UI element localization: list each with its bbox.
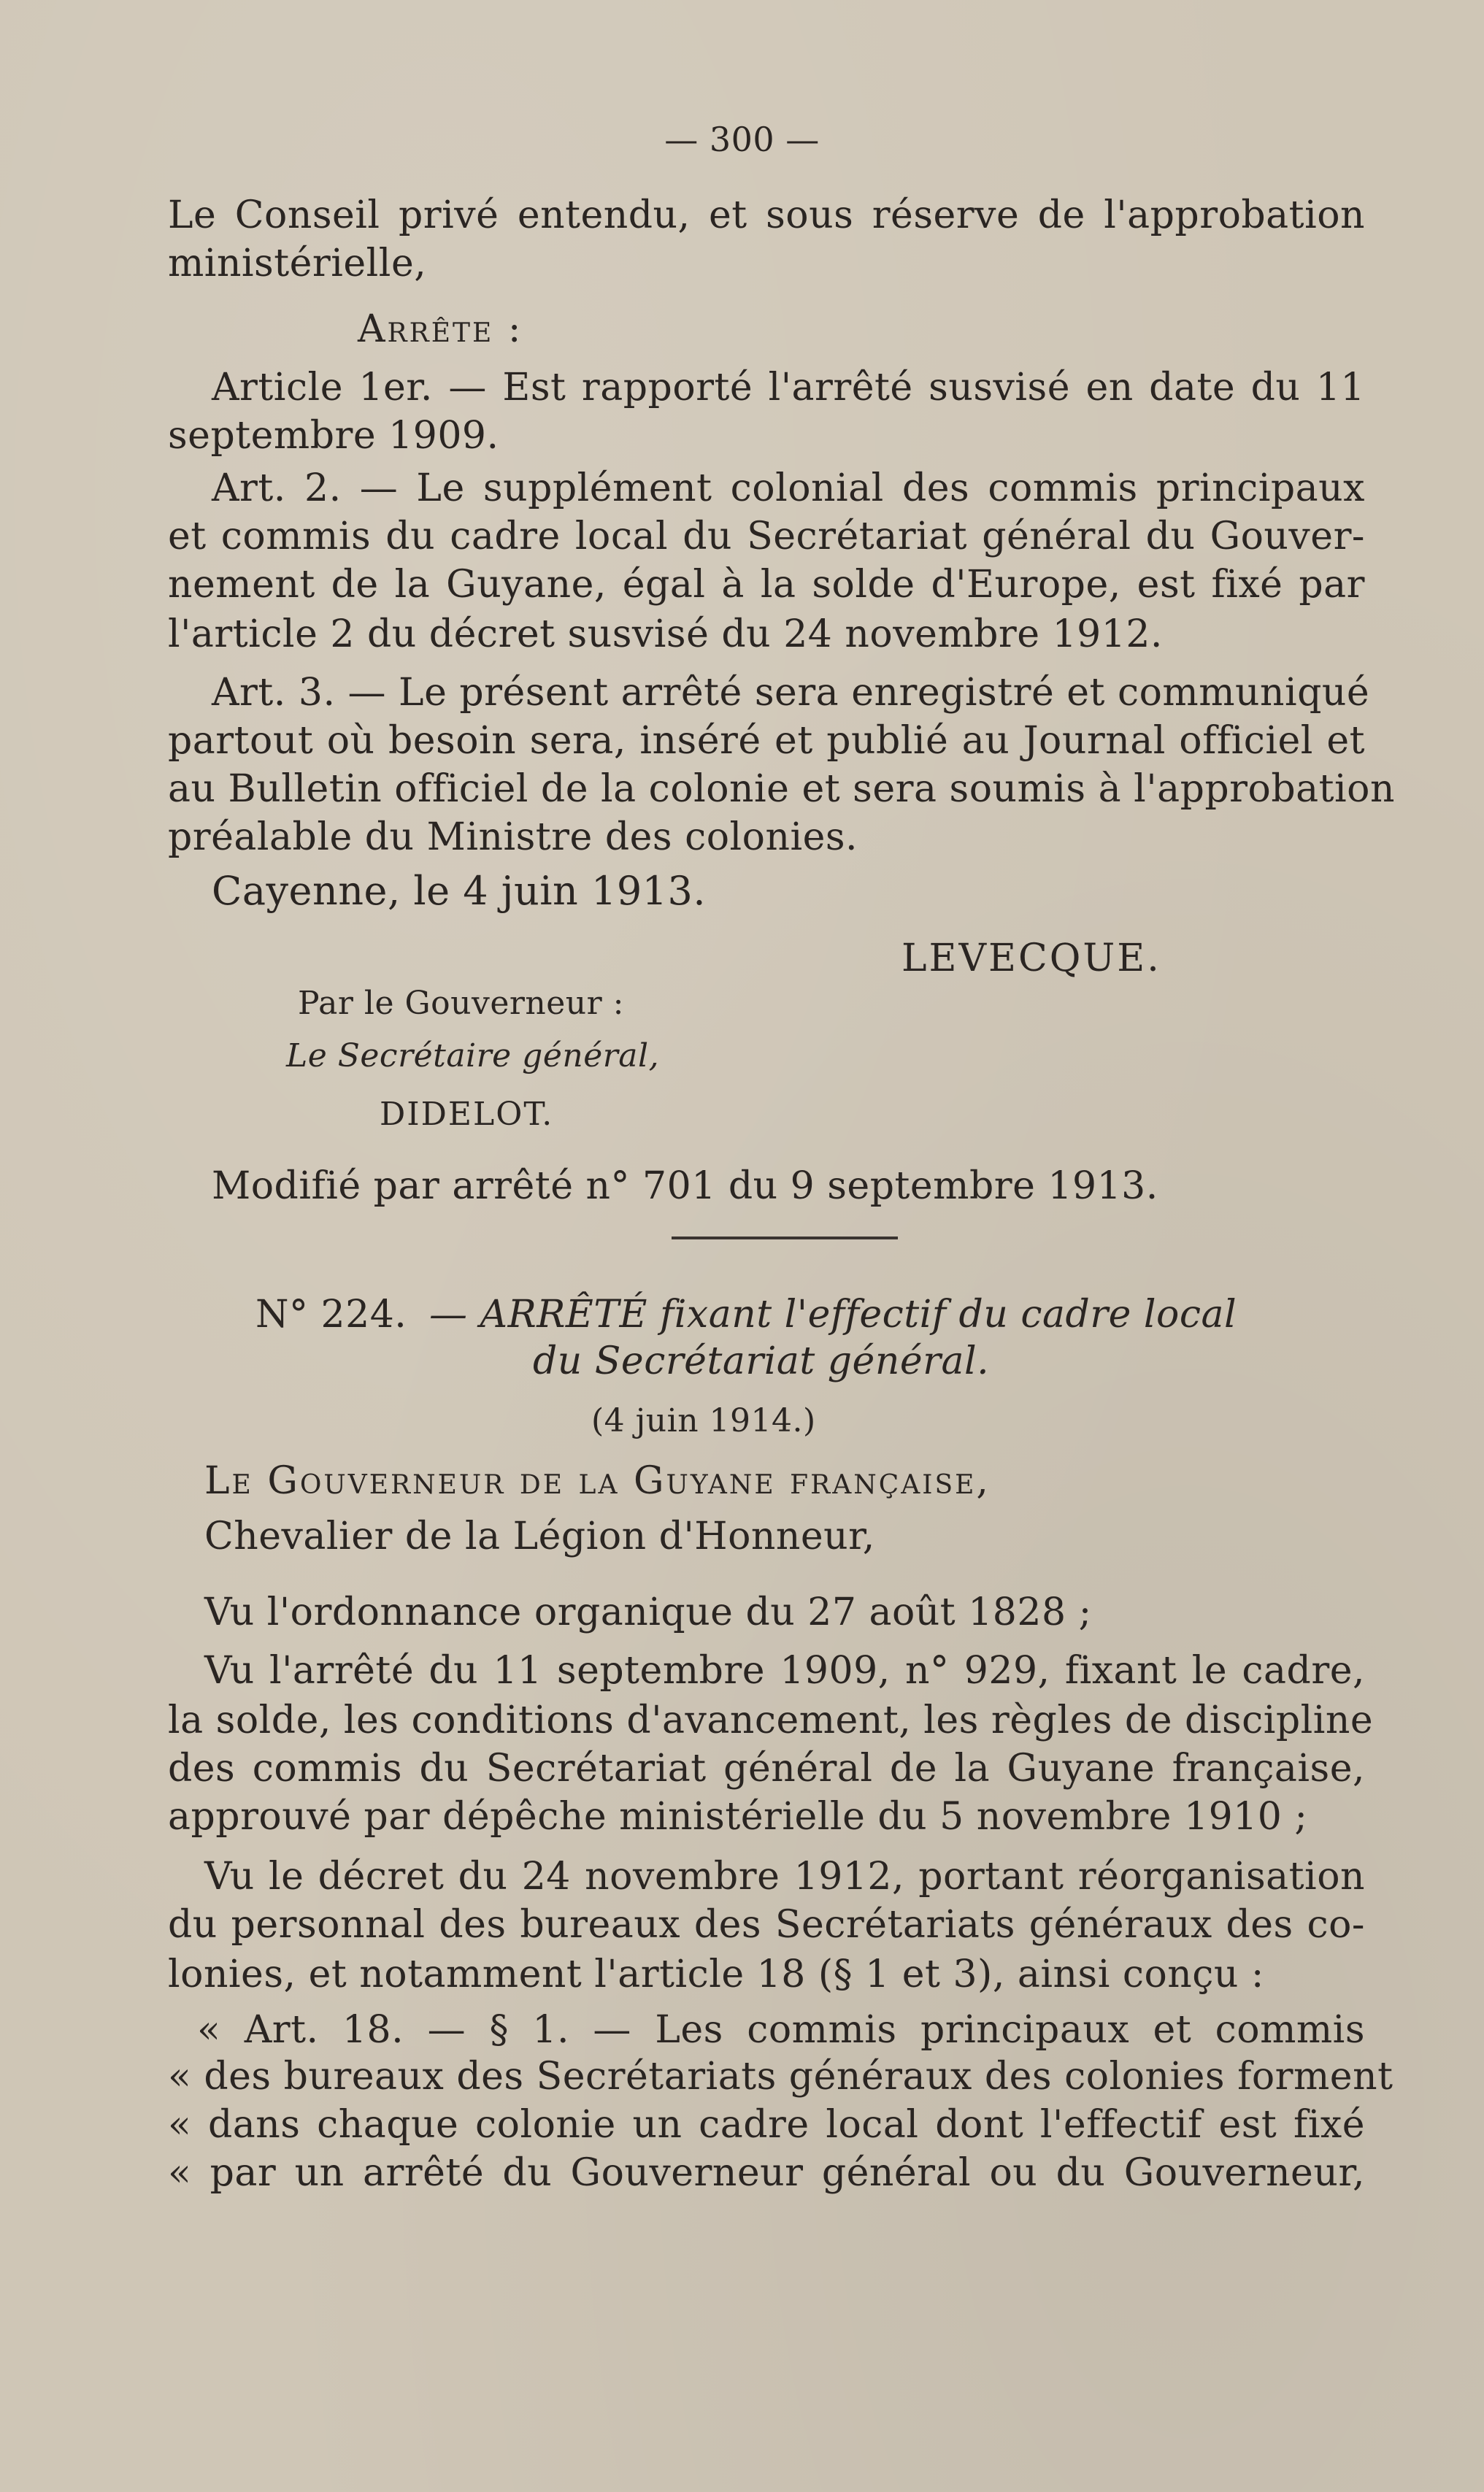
decree-date: (4 juin 1914.) bbox=[591, 1402, 816, 1439]
text-line: Art. 3. — Le présent arrêté sera enregistré et communiqué bbox=[212, 671, 1370, 715]
text-line: Article 1er. — Est rapporté l'arrêté susvisé en date du 11 bbox=[212, 366, 1365, 409]
signature-governor: LEVECQUE. bbox=[901, 937, 1161, 980]
quoted-line: « dans chaque colonie un cadre local dont l'effectif est fixé bbox=[168, 2103, 1365, 2147]
section-divider bbox=[672, 1237, 898, 1239]
text-line: approuvé par dépêche ministérielle du 5 novembre 1910 ; bbox=[168, 1795, 1308, 1839]
text-line: et commis du cadre local du Secrétariat général du Gouver- bbox=[168, 515, 1365, 558]
signature-title: Le Secrétaire général, bbox=[286, 1037, 660, 1074]
text-line: lonies, et notamment l'article 18 (§ 1 et 3), ainsi conçu : bbox=[168, 1953, 1264, 1996]
text-line: Vu l'ordonnance organique du 27 août 1828 ; bbox=[204, 1591, 1092, 1634]
text-line: partout où besoin sera, inséré et publié au Journal officiel et bbox=[168, 719, 1365, 763]
text-line: Vu l'arrêté du 11 septembre 1909, n° 929, fixant le cadre, bbox=[204, 1649, 1365, 1693]
governor-honor: Chevalier de la Légion d'Honneur, bbox=[204, 1515, 875, 1558]
signature-secretary: DIDELOT. bbox=[380, 1096, 554, 1133]
page-number: — 300 — bbox=[664, 120, 820, 159]
text-line: la solde, les conditions d'avancement, les règles de discipline bbox=[168, 1699, 1374, 1742]
decree-number: N° 224. bbox=[255, 1293, 407, 1337]
decree-title-continued: du Secrétariat général. bbox=[533, 1339, 990, 1383]
modification-note: Modifié par arrêté n° 701 du 9 septembre 1913. bbox=[212, 1164, 1158, 1208]
text-line: Art. 2. — Le supplément colonial des commis principaux bbox=[212, 466, 1365, 510]
text-line: Le Conseil privé entendu, et sous réserve de l'approbation bbox=[168, 193, 1365, 237]
quoted-line: « par un arrêté du Gouverneur général ou du Gouverneur, bbox=[168, 2151, 1365, 2195]
text-line: Vu le décret du 24 novembre 1912, portant réorganisation bbox=[204, 1855, 1365, 1899]
text-line: nement de la Guyane, égal à la solde d'Europe, est fixé par bbox=[168, 563, 1365, 607]
quoted-line: « Art. 18. — § 1. — Les commis principaux et commis bbox=[197, 2008, 1365, 2052]
text-line: préalable du Ministre des colonies. bbox=[168, 815, 858, 859]
text-line: l'article 2 du décret susvisé du 24 novembre 1912. bbox=[168, 612, 1163, 656]
decree-title: — ARRÊTÉ fixant l'effectif du cadre local bbox=[429, 1293, 1237, 1337]
quoted-line: « des bureaux des Secrétariats généraux des colonies forment bbox=[168, 2055, 1393, 2099]
text-line: ministérielle, bbox=[168, 242, 427, 285]
date-line: Cayenne, le 4 juin 1913. bbox=[212, 868, 707, 914]
signature-preamble: Par le Gouverneur : bbox=[298, 985, 624, 1022]
text-line: du personnal des bureaux des Secrétariats généraux des co- bbox=[168, 1903, 1365, 1947]
text-line: au Bulletin officiel de la colonie et sera soumis à l'approbation bbox=[168, 767, 1395, 811]
text-line: des commis du Secrétariat général de la Guyane française, bbox=[168, 1747, 1365, 1791]
text-line: septembre 1909. bbox=[168, 414, 499, 458]
section-heading: Arrête : bbox=[358, 307, 523, 351]
governor-title: Le Gouverneur de la Guyane française, bbox=[204, 1459, 991, 1503]
